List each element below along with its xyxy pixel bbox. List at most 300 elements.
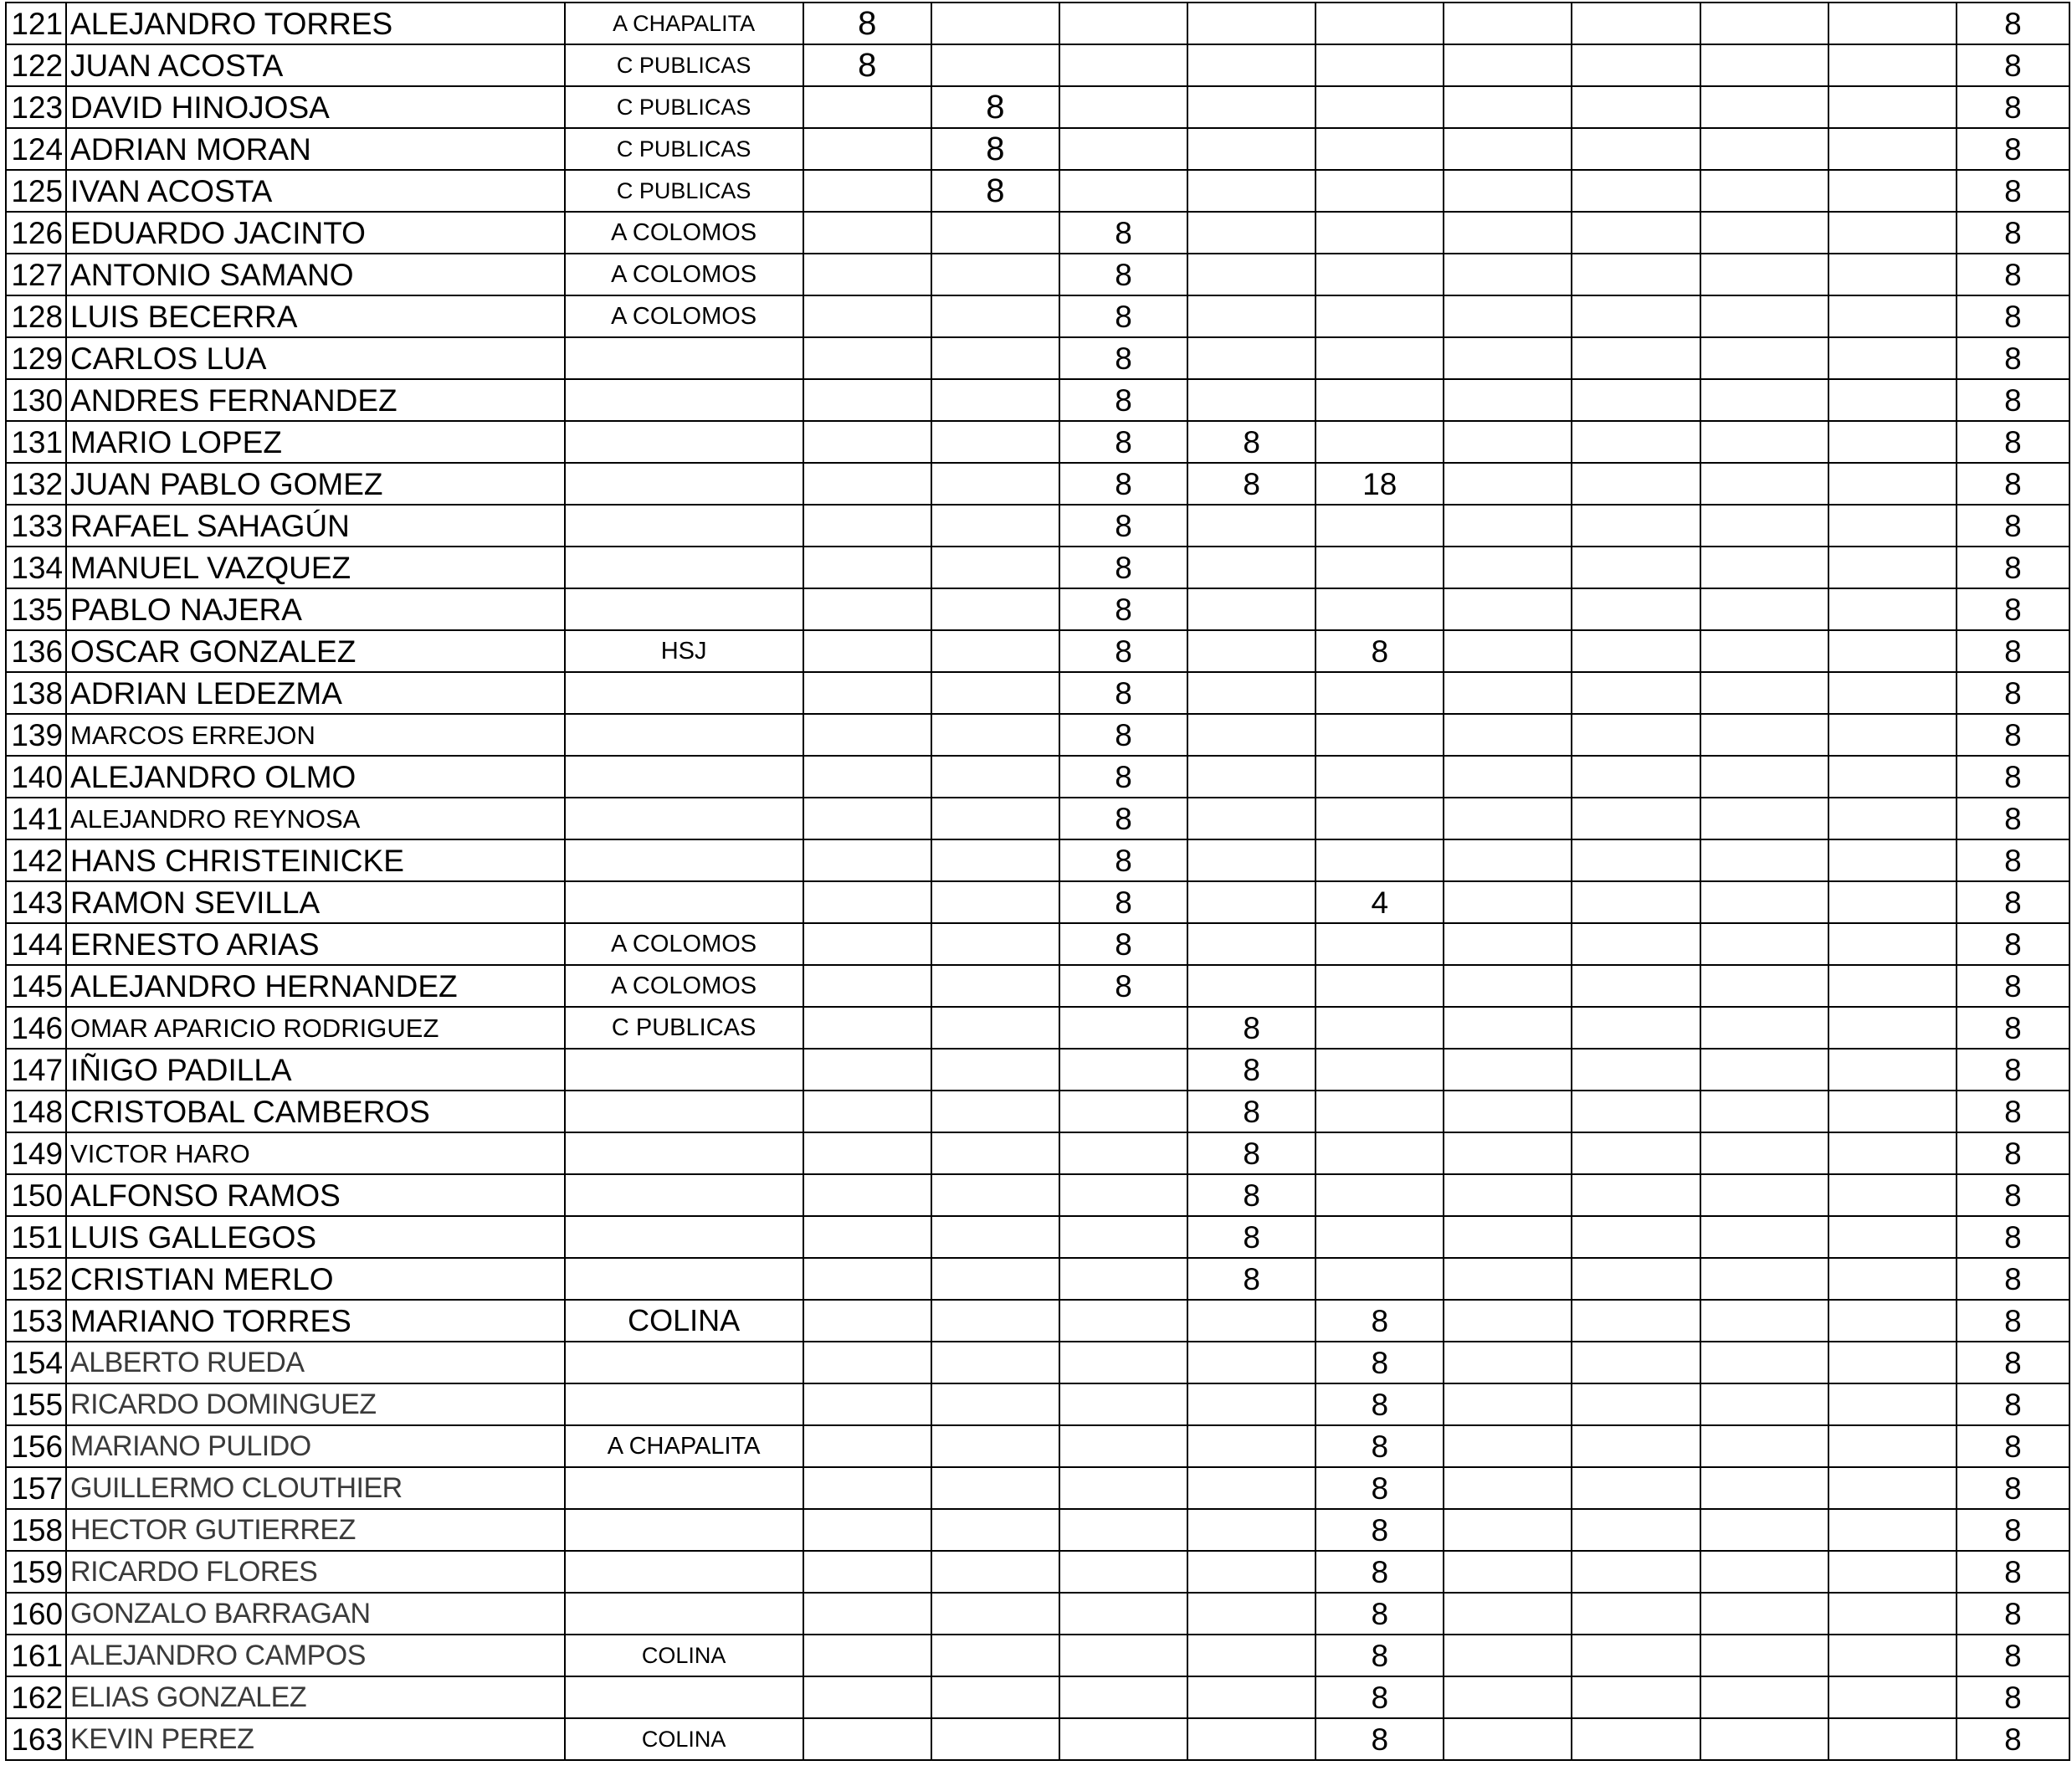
name-cell: RICARDO DOMINGUEZ xyxy=(66,1383,564,1425)
row-number-cell: 149 xyxy=(6,1132,66,1174)
table-row xyxy=(6,1174,2069,1216)
zone-cell xyxy=(565,588,803,630)
value-cell-5 xyxy=(1316,1216,1444,1258)
value-cell-3: 8 xyxy=(1059,421,1187,463)
name-cell: ALEJANDRO TORRES xyxy=(66,3,564,44)
zone-cell: A CHAPALITA xyxy=(565,1425,803,1467)
value-cell-3 xyxy=(1059,1091,1187,1132)
zone-cell: C PUBLICAS xyxy=(565,1007,803,1049)
value-cell-6 xyxy=(1444,839,1572,881)
value-cell-9 xyxy=(1828,1551,1957,1593)
value-cell-6 xyxy=(1444,1216,1572,1258)
value-cell-6 xyxy=(1444,128,1572,170)
value-cell-8 xyxy=(1700,379,1828,421)
name-cell: CRISTOBAL CAMBEROS xyxy=(66,1091,564,1132)
value-cell-5: 8 xyxy=(1316,630,1444,672)
table-row xyxy=(6,1049,2069,1091)
value-cell-7 xyxy=(1572,1551,1700,1593)
value-cell-5 xyxy=(1316,839,1444,881)
value-cell-8 xyxy=(1700,1593,1828,1635)
table-row xyxy=(6,3,2069,44)
name-cell: CARLOS LUA xyxy=(66,337,564,379)
value-cell-4 xyxy=(1187,881,1316,923)
total-cell: 8 xyxy=(1957,505,2069,547)
value-cell-4 xyxy=(1187,839,1316,881)
value-cell-1 xyxy=(803,1467,931,1509)
value-cell-9 xyxy=(1828,630,1957,672)
name-cell: ANTONIO SAMANO xyxy=(66,254,564,295)
total-cell: 8 xyxy=(1957,1425,2069,1467)
total-cell: 8 xyxy=(1957,1049,2069,1091)
value-cell-4 xyxy=(1187,505,1316,547)
value-cell-5 xyxy=(1316,337,1444,379)
value-cell-1 xyxy=(803,337,931,379)
value-cell-4 xyxy=(1187,1342,1316,1383)
value-cell-2 xyxy=(931,1551,1059,1593)
value-cell-4 xyxy=(1187,923,1316,965)
value-cell-6 xyxy=(1444,1425,1572,1467)
total-cell: 8 xyxy=(1957,1174,2069,1216)
total-cell: 8 xyxy=(1957,44,2069,86)
value-cell-3 xyxy=(1059,1425,1187,1467)
value-cell-2 xyxy=(931,1216,1059,1258)
name-cell: ADRIAN LEDEZMA xyxy=(66,672,564,714)
value-cell-6 xyxy=(1444,630,1572,672)
value-cell-7 xyxy=(1572,1174,1700,1216)
total-cell: 8 xyxy=(1957,254,2069,295)
zone-cell xyxy=(565,421,803,463)
zone-cell xyxy=(565,463,803,505)
value-cell-6 xyxy=(1444,86,1572,128)
value-cell-2 xyxy=(931,337,1059,379)
value-cell-8 xyxy=(1700,714,1828,756)
row-number-cell: 148 xyxy=(6,1091,66,1132)
value-cell-2: 8 xyxy=(931,128,1059,170)
value-cell-6 xyxy=(1444,44,1572,86)
table-row xyxy=(6,1258,2069,1300)
value-cell-7 xyxy=(1572,1509,1700,1551)
value-cell-7 xyxy=(1572,965,1700,1007)
value-cell-8 xyxy=(1700,1258,1828,1300)
value-cell-7 xyxy=(1572,672,1700,714)
value-cell-1 xyxy=(803,547,931,588)
value-cell-1 xyxy=(803,1551,931,1593)
value-cell-5 xyxy=(1316,714,1444,756)
zone-cell xyxy=(565,1676,803,1718)
value-cell-2 xyxy=(931,1635,1059,1676)
value-cell-4 xyxy=(1187,1551,1316,1593)
value-cell-2 xyxy=(931,1174,1059,1216)
value-cell-1 xyxy=(803,421,931,463)
zone-cell: A COLOMOS xyxy=(565,295,803,337)
zone-cell xyxy=(565,1091,803,1132)
name-cell: PABLO NAJERA xyxy=(66,588,564,630)
total-cell: 8 xyxy=(1957,839,2069,881)
row-number-cell: 155 xyxy=(6,1383,66,1425)
value-cell-3: 8 xyxy=(1059,212,1187,254)
zone-cell xyxy=(565,1258,803,1300)
value-cell-4 xyxy=(1187,1593,1316,1635)
value-cell-5 xyxy=(1316,756,1444,798)
value-cell-2 xyxy=(931,588,1059,630)
value-cell-5 xyxy=(1316,1132,1444,1174)
value-cell-1 xyxy=(803,965,931,1007)
value-cell-1 xyxy=(803,128,931,170)
value-cell-9 xyxy=(1828,839,1957,881)
total-cell: 8 xyxy=(1957,1467,2069,1509)
value-cell-4 xyxy=(1187,630,1316,672)
name-cell: ADRIAN MORAN xyxy=(66,128,564,170)
value-cell-1 xyxy=(803,463,931,505)
value-cell-9 xyxy=(1828,1174,1957,1216)
value-cell-7 xyxy=(1572,798,1700,839)
table-row xyxy=(6,463,2069,505)
table-row xyxy=(6,505,2069,547)
table-row xyxy=(6,1300,2069,1342)
name-cell: ALEJANDRO HERNANDEZ xyxy=(66,965,564,1007)
value-cell-3 xyxy=(1059,1635,1187,1676)
value-cell-3 xyxy=(1059,1049,1187,1091)
value-cell-8 xyxy=(1700,1718,1828,1760)
zone-cell xyxy=(565,1174,803,1216)
value-cell-6 xyxy=(1444,1718,1572,1760)
value-cell-3: 8 xyxy=(1059,672,1187,714)
table-row xyxy=(6,714,2069,756)
value-cell-3 xyxy=(1059,1342,1187,1383)
value-cell-7 xyxy=(1572,1300,1700,1342)
zone-cell xyxy=(565,839,803,881)
value-cell-9 xyxy=(1828,44,1957,86)
value-cell-1 xyxy=(803,1718,931,1760)
value-cell-9 xyxy=(1828,254,1957,295)
name-cell: GONZALO BARRAGAN xyxy=(66,1593,564,1635)
total-cell: 8 xyxy=(1957,547,2069,588)
zone-cell xyxy=(565,881,803,923)
name-cell: ELIAS GONZALEZ xyxy=(66,1676,564,1718)
value-cell-8 xyxy=(1700,254,1828,295)
table-body xyxy=(6,3,2069,1760)
value-cell-4 xyxy=(1187,86,1316,128)
table-row xyxy=(6,295,2069,337)
value-cell-5 xyxy=(1316,212,1444,254)
value-cell-2 xyxy=(931,1342,1059,1383)
value-cell-5 xyxy=(1316,672,1444,714)
zone-cell: A COLOMOS xyxy=(565,923,803,965)
value-cell-2 xyxy=(931,1300,1059,1342)
value-cell-5: 8 xyxy=(1316,1300,1444,1342)
value-cell-6 xyxy=(1444,588,1572,630)
name-cell: GUILLERMO CLOUTHIER xyxy=(66,1467,564,1509)
name-cell: JUAN PABLO GOMEZ xyxy=(66,463,564,505)
value-cell-6 xyxy=(1444,1007,1572,1049)
row-number-cell: 138 xyxy=(6,672,66,714)
value-cell-6 xyxy=(1444,1551,1572,1593)
value-cell-2 xyxy=(931,463,1059,505)
value-cell-2 xyxy=(931,1383,1059,1425)
value-cell-2 xyxy=(931,714,1059,756)
value-cell-5 xyxy=(1316,86,1444,128)
row-number-cell: 146 xyxy=(6,1007,66,1049)
table-row xyxy=(6,1509,2069,1551)
value-cell-1 xyxy=(803,1258,931,1300)
value-cell-4: 8 xyxy=(1187,1174,1316,1216)
value-cell-1 xyxy=(803,1174,931,1216)
value-cell-3: 8 xyxy=(1059,839,1187,881)
value-cell-2 xyxy=(931,379,1059,421)
row-number-cell: 125 xyxy=(6,170,66,212)
value-cell-7 xyxy=(1572,1007,1700,1049)
value-cell-5 xyxy=(1316,1174,1444,1216)
value-cell-1 xyxy=(803,839,931,881)
zone-cell xyxy=(565,505,803,547)
value-cell-6 xyxy=(1444,798,1572,839)
value-cell-6 xyxy=(1444,1635,1572,1676)
row-number-cell: 122 xyxy=(6,44,66,86)
value-cell-8 xyxy=(1700,923,1828,965)
value-cell-4 xyxy=(1187,128,1316,170)
value-cell-3: 8 xyxy=(1059,923,1187,965)
value-cell-8 xyxy=(1700,212,1828,254)
value-cell-7 xyxy=(1572,756,1700,798)
name-cell: VICTOR HARO xyxy=(66,1132,564,1174)
value-cell-6 xyxy=(1444,505,1572,547)
total-cell: 8 xyxy=(1957,463,2069,505)
value-cell-8 xyxy=(1700,630,1828,672)
value-cell-8 xyxy=(1700,421,1828,463)
total-cell: 8 xyxy=(1957,1718,2069,1760)
value-cell-2 xyxy=(931,1593,1059,1635)
value-cell-8 xyxy=(1700,1300,1828,1342)
row-number-cell: 121 xyxy=(6,3,66,44)
value-cell-4 xyxy=(1187,1718,1316,1760)
value-cell-8 xyxy=(1700,463,1828,505)
value-cell-6 xyxy=(1444,965,1572,1007)
zone-cell xyxy=(565,1509,803,1551)
value-cell-9 xyxy=(1828,1676,1957,1718)
total-cell: 8 xyxy=(1957,170,2069,212)
table-row xyxy=(6,547,2069,588)
value-cell-7 xyxy=(1572,1383,1700,1425)
value-cell-9 xyxy=(1828,337,1957,379)
table-row xyxy=(6,1676,2069,1718)
value-cell-9 xyxy=(1828,923,1957,965)
value-cell-6 xyxy=(1444,1342,1572,1383)
value-cell-1 xyxy=(803,1509,931,1551)
zone-cell: COLINA xyxy=(565,1635,803,1676)
value-cell-5 xyxy=(1316,170,1444,212)
value-cell-5 xyxy=(1316,1049,1444,1091)
value-cell-4: 8 xyxy=(1187,1132,1316,1174)
value-cell-5 xyxy=(1316,1007,1444,1049)
value-cell-9 xyxy=(1828,1467,1957,1509)
value-cell-3 xyxy=(1059,1258,1187,1300)
table-row xyxy=(6,44,2069,86)
value-cell-3: 8 xyxy=(1059,254,1187,295)
name-cell: CRISTIAN MERLO xyxy=(66,1258,564,1300)
value-cell-9 xyxy=(1828,1425,1957,1467)
zone-cell: A CHAPALITA xyxy=(565,3,803,44)
value-cell-8 xyxy=(1700,798,1828,839)
value-cell-1: 8 xyxy=(803,44,931,86)
value-cell-1 xyxy=(803,212,931,254)
value-cell-8 xyxy=(1700,1383,1828,1425)
row-number-cell: 157 xyxy=(6,1467,66,1509)
value-cell-7 xyxy=(1572,254,1700,295)
value-cell-3 xyxy=(1059,1174,1187,1216)
value-cell-1 xyxy=(803,881,931,923)
row-number-cell: 151 xyxy=(6,1216,66,1258)
value-cell-7 xyxy=(1572,295,1700,337)
zone-cell xyxy=(565,1132,803,1174)
value-cell-5: 4 xyxy=(1316,881,1444,923)
total-cell: 8 xyxy=(1957,630,2069,672)
value-cell-3 xyxy=(1059,1216,1187,1258)
row-number-cell: 147 xyxy=(6,1049,66,1091)
value-cell-9 xyxy=(1828,295,1957,337)
value-cell-4 xyxy=(1187,1425,1316,1467)
table-row xyxy=(6,923,2069,965)
value-cell-2 xyxy=(931,1049,1059,1091)
value-cell-7 xyxy=(1572,44,1700,86)
value-cell-2 xyxy=(931,212,1059,254)
row-number-cell: 158 xyxy=(6,1509,66,1551)
total-cell: 8 xyxy=(1957,379,2069,421)
value-cell-5: 8 xyxy=(1316,1593,1444,1635)
value-cell-9 xyxy=(1828,881,1957,923)
value-cell-2 xyxy=(931,965,1059,1007)
value-cell-7 xyxy=(1572,212,1700,254)
value-cell-6 xyxy=(1444,170,1572,212)
value-cell-3 xyxy=(1059,1132,1187,1174)
value-cell-6 xyxy=(1444,3,1572,44)
name-cell: ALFONSO RAMOS xyxy=(66,1174,564,1216)
value-cell-2 xyxy=(931,1425,1059,1467)
table-row xyxy=(6,1593,2069,1635)
value-cell-4 xyxy=(1187,547,1316,588)
row-number-cell: 141 xyxy=(6,798,66,839)
zone-cell xyxy=(565,1216,803,1258)
value-cell-1 xyxy=(803,1425,931,1467)
zone-cell xyxy=(565,1551,803,1593)
value-cell-8 xyxy=(1700,1007,1828,1049)
value-cell-2: 8 xyxy=(931,170,1059,212)
value-cell-5: 8 xyxy=(1316,1635,1444,1676)
value-cell-5 xyxy=(1316,1258,1444,1300)
table-row xyxy=(6,1425,2069,1467)
value-cell-3: 8 xyxy=(1059,965,1187,1007)
name-cell: MANUEL VAZQUEZ xyxy=(66,547,564,588)
value-cell-8 xyxy=(1700,881,1828,923)
table-row xyxy=(6,588,2069,630)
value-cell-2 xyxy=(931,1718,1059,1760)
value-cell-1 xyxy=(803,672,931,714)
value-cell-8 xyxy=(1700,1174,1828,1216)
value-cell-2 xyxy=(931,630,1059,672)
value-cell-9 xyxy=(1828,1300,1957,1342)
value-cell-1 xyxy=(803,1676,931,1718)
value-cell-7 xyxy=(1572,1467,1700,1509)
zone-cell xyxy=(565,1383,803,1425)
value-cell-7 xyxy=(1572,1593,1700,1635)
value-cell-7 xyxy=(1572,1258,1700,1300)
value-cell-5 xyxy=(1316,588,1444,630)
value-cell-7 xyxy=(1572,923,1700,965)
value-cell-4: 8 xyxy=(1187,1258,1316,1300)
value-cell-4 xyxy=(1187,1383,1316,1425)
name-cell: LUIS BECERRA xyxy=(66,295,564,337)
value-cell-7 xyxy=(1572,881,1700,923)
value-cell-4 xyxy=(1187,170,1316,212)
zone-cell xyxy=(565,714,803,756)
zone-cell xyxy=(565,547,803,588)
name-cell: MARIANO PULIDO xyxy=(66,1425,564,1467)
row-number-cell: 150 xyxy=(6,1174,66,1216)
value-cell-8 xyxy=(1700,44,1828,86)
value-cell-2 xyxy=(931,756,1059,798)
value-cell-8 xyxy=(1700,1425,1828,1467)
value-cell-7 xyxy=(1572,547,1700,588)
value-cell-1 xyxy=(803,505,931,547)
row-number-cell: 126 xyxy=(6,212,66,254)
value-cell-5 xyxy=(1316,128,1444,170)
table-row xyxy=(6,421,2069,463)
name-cell: KEVIN PEREZ xyxy=(66,1718,564,1760)
name-cell: HANS CHRISTEINICKE xyxy=(66,839,564,881)
value-cell-1 xyxy=(803,1007,931,1049)
value-cell-4 xyxy=(1187,379,1316,421)
table-row xyxy=(6,798,2069,839)
value-cell-6 xyxy=(1444,1132,1572,1174)
value-cell-2 xyxy=(931,672,1059,714)
value-cell-8 xyxy=(1700,1509,1828,1551)
value-cell-8 xyxy=(1700,295,1828,337)
table-row xyxy=(6,672,2069,714)
row-number-cell: 128 xyxy=(6,295,66,337)
value-cell-8 xyxy=(1700,965,1828,1007)
zone-cell: C PUBLICAS xyxy=(565,170,803,212)
value-cell-3 xyxy=(1059,86,1187,128)
value-cell-5 xyxy=(1316,505,1444,547)
value-cell-3: 8 xyxy=(1059,463,1187,505)
value-cell-8 xyxy=(1700,1342,1828,1383)
value-cell-9 xyxy=(1828,965,1957,1007)
data-table xyxy=(5,2,2070,1761)
value-cell-9 xyxy=(1828,1383,1957,1425)
value-cell-8 xyxy=(1700,1049,1828,1091)
value-cell-7 xyxy=(1572,337,1700,379)
value-cell-9 xyxy=(1828,588,1957,630)
value-cell-1 xyxy=(803,588,931,630)
value-cell-8 xyxy=(1700,1467,1828,1509)
value-cell-9 xyxy=(1828,714,1957,756)
value-cell-9 xyxy=(1828,128,1957,170)
value-cell-1 xyxy=(803,254,931,295)
value-cell-5 xyxy=(1316,379,1444,421)
value-cell-2 xyxy=(931,1258,1059,1300)
value-cell-4 xyxy=(1187,756,1316,798)
value-cell-3: 8 xyxy=(1059,379,1187,421)
name-cell: OSCAR GONZALEZ xyxy=(66,630,564,672)
value-cell-1 xyxy=(803,1091,931,1132)
value-cell-1 xyxy=(803,1132,931,1174)
value-cell-4 xyxy=(1187,212,1316,254)
value-cell-3 xyxy=(1059,1300,1187,1342)
value-cell-1 xyxy=(803,86,931,128)
value-cell-4 xyxy=(1187,254,1316,295)
zone-cell xyxy=(565,1593,803,1635)
value-cell-2 xyxy=(931,1091,1059,1132)
value-cell-3 xyxy=(1059,128,1187,170)
